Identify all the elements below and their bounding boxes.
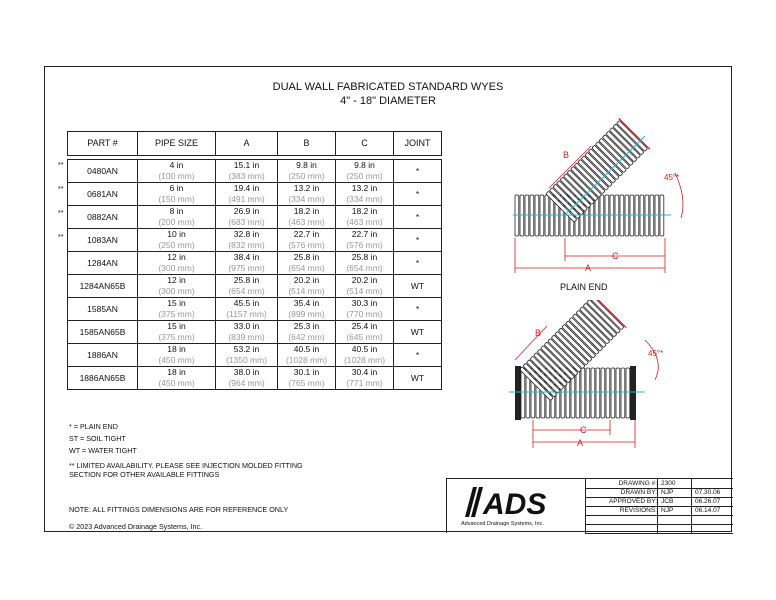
table-row xyxy=(68,183,442,206)
title-block xyxy=(446,478,733,533)
dim-b-cell: 30.1 in (765 mm) xyxy=(278,367,336,390)
dim-c-label: C xyxy=(612,251,619,261)
dim-b-cell: 20.2 in (514 mm) xyxy=(278,275,336,298)
pipe-size-cell: 6 in (150 mm) xyxy=(138,183,216,206)
dim-b-cell: 22.7 in (576 mm) xyxy=(278,229,336,252)
dim-b-cell: 40.5 in (1028 mm) xyxy=(278,344,336,367)
joint-cell: * xyxy=(394,298,442,321)
dim-a-label: A xyxy=(585,263,592,273)
joint-cell: WT xyxy=(394,275,442,298)
pipe-size-cell: 12 in (300 mm) xyxy=(138,252,216,275)
legend-limited-2: SECTION FOR OTHER AVAILABLE FITTINGS xyxy=(69,470,220,479)
dim-b-label-wt: B xyxy=(535,328,542,338)
table-row xyxy=(68,160,442,183)
document-title: DUAL WALL FABRICATED STANDARD WYES xyxy=(272,81,504,93)
limited-availability-mark: ** xyxy=(58,210,64,217)
legend-water-tight: WT = WATER TIGHT xyxy=(69,446,137,455)
joint-cell: * xyxy=(394,229,442,252)
title-block-row xyxy=(585,524,733,534)
part-cell: 0681AN xyxy=(68,183,138,206)
table-row xyxy=(68,344,442,367)
legend-plain-end: * = PLAIN END xyxy=(69,422,118,431)
header-c: C xyxy=(336,132,394,156)
dim-a-cell: 38.0 in (964 mm) xyxy=(216,367,278,390)
joint-cell: * xyxy=(394,252,442,275)
pipe-size-cell: 8 in (200 mm) xyxy=(138,206,216,229)
spec-table xyxy=(67,131,442,390)
legend-soil-tight: ST = SOIL TIGHT xyxy=(69,434,126,443)
angle-label: 45°* xyxy=(664,173,680,182)
pipe-size-cell: 10 in (250 mm) xyxy=(138,229,216,252)
dim-a-cell: 15.1 in (383 mm) xyxy=(216,160,278,183)
title-block-by: NJP xyxy=(661,489,674,496)
right-coupler xyxy=(630,366,636,420)
title-block-date: 06.26.07 xyxy=(695,498,721,505)
dim-b-cell: 25.3 in (642 mm) xyxy=(278,321,336,344)
dim-b-cell: 35.4 in (899 mm) xyxy=(278,298,336,321)
water-tight-wye-drawing xyxy=(505,300,695,460)
dim-b-cell: 13.2 in (334 mm) xyxy=(278,183,336,206)
dim-c-cell: 9.8 in (250 mm) xyxy=(336,160,394,183)
table-row xyxy=(68,229,442,252)
title-block-date: 06.14.07 xyxy=(695,507,721,514)
angle-label-wt: 45°* xyxy=(648,349,664,358)
dim-b-cell: 9.8 in (250 mm) xyxy=(278,160,336,183)
pipe-size-cell: 18 in (450 mm) xyxy=(138,344,216,367)
logo-subtitle: Advanced Drainage Systems, Inc. xyxy=(461,521,544,527)
header-part: PART # xyxy=(68,132,138,156)
plain-end-wye-drawing xyxy=(505,118,695,278)
dim-b-cell: 25.8 in (654 mm) xyxy=(278,252,336,275)
reference-note: NOTE: ALL FITTINGS DIMENSIONS ARE FOR REFERENCE ONLY xyxy=(69,505,289,514)
part-cell: 1284AN xyxy=(68,252,138,275)
dim-a-cell: 38.4 in (975 mm) xyxy=(216,252,278,275)
table-header-row xyxy=(68,132,442,156)
dim-a-label-wt: A xyxy=(577,438,584,448)
table-row xyxy=(68,252,442,275)
pipe-size-cell: 18 in (450 mm) xyxy=(138,367,216,390)
part-cell: 1585AN65B xyxy=(68,321,138,344)
dim-c-cell: 25.8 in (654 mm) xyxy=(336,252,394,275)
dim-a-cell: 26.9 in (683 mm) xyxy=(216,206,278,229)
pipe-size-cell: 15 in (375 mm) xyxy=(138,321,216,344)
joint-cell: WT xyxy=(394,321,442,344)
dim-c-label-wt: C xyxy=(580,425,587,435)
dim-b-label: B xyxy=(563,150,570,160)
joint-cell: WT xyxy=(394,367,442,390)
table-row xyxy=(68,298,442,321)
dim-c-cell: 18.2 in (463 mm) xyxy=(336,206,394,229)
title-block-by: NJP xyxy=(661,507,674,514)
dim-b-cell: 18.2 in (463 mm) xyxy=(278,206,336,229)
limited-availability-mark: ** xyxy=(58,234,64,241)
title-block-label: DRAWN BY: xyxy=(620,489,657,496)
title-block-date: 07.30.06 xyxy=(695,489,721,496)
dim-c-cell: 30.4 in (771 mm) xyxy=(336,367,394,390)
part-cell: 0480AN xyxy=(68,160,138,183)
pipe-size-cell: 12 in (300 mm) xyxy=(138,275,216,298)
table-row xyxy=(68,367,442,390)
logo-text: ADS xyxy=(483,488,547,521)
joint-cell: * xyxy=(394,206,442,229)
table-row xyxy=(68,206,442,229)
document-subtitle: 4" - 18" DIAMETER xyxy=(340,95,436,107)
legend-limited-1: ** LIMITED AVAILABILITY. PLEASE SEE INJECTION MOLDED FITTING xyxy=(69,461,303,470)
title-block-label: REVISIONS: xyxy=(619,507,657,514)
title-block-by: 2300 xyxy=(661,480,676,487)
dim-a-cell: 25.8 in (654 mm) xyxy=(216,275,278,298)
dim-c-cell: 22.7 in (576 mm) xyxy=(336,229,394,252)
header-b: B xyxy=(278,132,336,156)
dim-a-cell: 45.5 in (1157 mm) xyxy=(216,298,278,321)
dim-c-cell: 30.3 in (770 mm) xyxy=(336,298,394,321)
joint-cell: * xyxy=(394,160,442,183)
table-row xyxy=(68,275,442,298)
pipe-size-cell: 15 in (375 mm) xyxy=(138,298,216,321)
part-cell: 1886AN65B xyxy=(68,367,138,390)
left-coupler xyxy=(515,366,521,420)
header-joint: JOINT xyxy=(394,132,442,156)
ads-logo xyxy=(447,479,586,533)
dim-a-cell: 53.2 in (1350 mm) xyxy=(216,344,278,367)
header-pipe-size: PIPE SIZE xyxy=(138,132,216,156)
dim-a-cell: 32.8 in (832 mm) xyxy=(216,229,278,252)
copyright: © 2023 Advanced Drainage Systems, Inc. xyxy=(69,522,203,531)
dim-c-cell: 13.2 in (334 mm) xyxy=(336,183,394,206)
part-cell: 0882AN xyxy=(68,206,138,229)
header-a: A xyxy=(216,132,278,156)
dim-a-cell: 19.4 in (491 mm) xyxy=(216,183,278,206)
pipe-size-cell: 4 in (100 mm) xyxy=(138,160,216,183)
part-cell: 1585AN xyxy=(68,298,138,321)
dim-c-cell: 20.2 in (514 mm) xyxy=(336,275,394,298)
joint-cell: * xyxy=(394,183,442,206)
part-cell: 1284AN65B xyxy=(68,275,138,298)
title-block-by: JCB xyxy=(661,498,674,505)
table-row xyxy=(68,321,442,344)
title-block-label: DRAWING #: xyxy=(618,480,657,487)
limited-availability-mark: ** xyxy=(58,162,64,169)
title-block-label: APPROVED BY: xyxy=(608,498,657,505)
dim-a-cell: 33.0 in (839 mm) xyxy=(216,321,278,344)
plain-end-caption: PLAIN END xyxy=(560,282,608,292)
dim-c-cell: 40.5 in (1028 mm) xyxy=(336,344,394,367)
dim-c-cell: 25.4 in (645 mm) xyxy=(336,321,394,344)
limited-availability-mark: ** xyxy=(58,186,64,193)
part-cell: 1886AN xyxy=(68,344,138,367)
joint-cell: * xyxy=(394,344,442,367)
part-cell: 1083AN xyxy=(68,229,138,252)
